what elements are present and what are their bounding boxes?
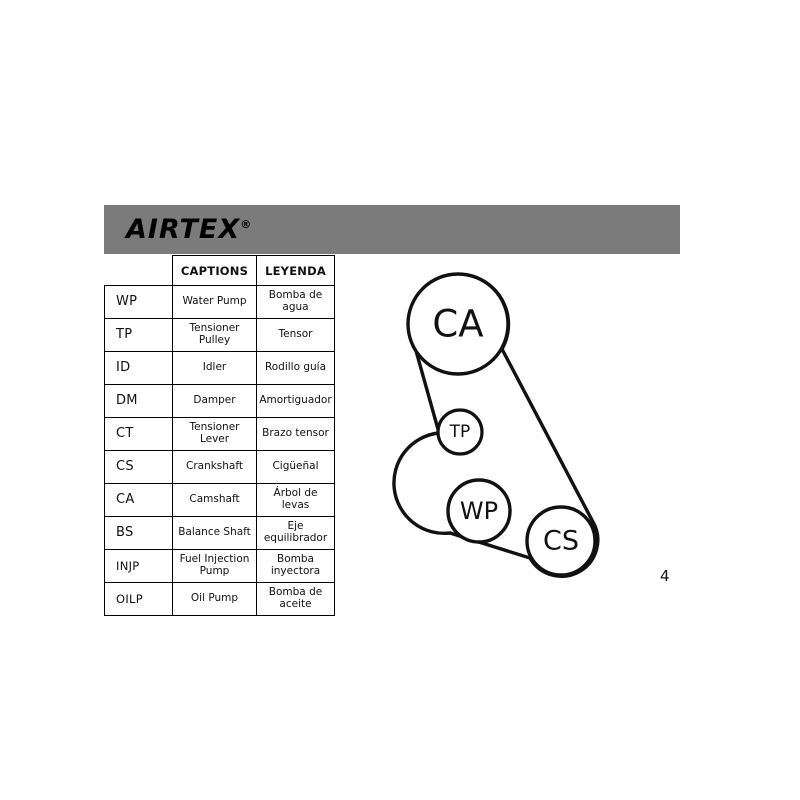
legend-code-oilp: OILP	[105, 583, 173, 616]
table-row	[105, 286, 335, 319]
legend-leyenda-oilp: Bomba de aceite	[257, 583, 335, 616]
legend-header-leyenda: LEYENDA	[257, 256, 335, 286]
table-header-row	[105, 256, 335, 286]
legend-leyenda-id: Rodillo guía	[257, 352, 335, 385]
legend-caption-id: Idler	[173, 352, 257, 385]
legend-caption-ca: Camshaft	[173, 484, 257, 517]
legend-code-ct: CT	[105, 418, 173, 451]
legend-code-id: ID	[105, 352, 173, 385]
table-row	[105, 550, 335, 583]
legend-leyenda-bs: Eje equilibrador	[257, 517, 335, 550]
legend-leyenda-ca: Árbol de levas	[257, 484, 335, 517]
table-row	[105, 583, 335, 616]
legend-header-code	[105, 256, 173, 286]
legend-caption-wp: Water Pump	[173, 286, 257, 319]
legend-code-injp: INJP	[105, 550, 173, 583]
legend-table-header	[105, 256, 335, 286]
legend-code-tp: TP	[105, 319, 173, 352]
legend-header-captions: CAPTIONS	[173, 256, 257, 286]
legend-caption-cs: Crankshaft	[173, 451, 257, 484]
pulley-label-tp: TP	[449, 422, 471, 442]
brand-header-bar	[104, 205, 680, 254]
table-row	[105, 451, 335, 484]
table-row	[105, 319, 335, 352]
brand-name: AIRTEX	[126, 214, 241, 245]
legend-leyenda-cs: Cigüeñal	[257, 451, 335, 484]
table-row	[105, 484, 335, 517]
legend-leyenda-dm: Amortiguador	[257, 385, 335, 418]
legend-caption-bs: Balance Shaft	[173, 517, 257, 550]
legend-leyenda-tp: Tensor	[257, 319, 335, 352]
legend-code-cs: CS	[105, 451, 173, 484]
table-row	[105, 418, 335, 451]
legend-code-ca: CA	[105, 484, 173, 517]
pulley-label-wp: WP	[459, 497, 499, 525]
legend-code-wp: WP	[105, 286, 173, 319]
legend-caption-tp: Tensioner Pulley	[173, 319, 257, 352]
airtex-logo	[126, 216, 252, 243]
legend-leyenda-ct: Brazo tensor	[257, 418, 335, 451]
legend-leyenda-wp: Bomba de agua	[257, 286, 335, 319]
table-row	[105, 385, 335, 418]
page-number: 4	[660, 567, 670, 585]
legend-code-dm: DM	[105, 385, 173, 418]
table-row	[105, 517, 335, 550]
table-row	[105, 352, 335, 385]
legend-leyenda-injp: Bomba inyectora	[257, 550, 335, 583]
timing-belt-diagram	[380, 250, 680, 600]
legend-table-body	[105, 286, 335, 616]
pulley-label-cs: CS	[543, 525, 579, 557]
legend-table	[104, 255, 335, 616]
pulley-label-ca: CA	[432, 302, 484, 346]
legend-caption-injp: Fuel Injection Pump	[173, 550, 257, 583]
legend-caption-ct: Tensioner Lever	[173, 418, 257, 451]
legend-caption-dm: Damper	[173, 385, 257, 418]
legend-code-bs: BS	[105, 517, 173, 550]
legend-caption-oilp: Oil Pump	[173, 583, 257, 616]
registered-trademark-icon: ®	[240, 218, 253, 231]
